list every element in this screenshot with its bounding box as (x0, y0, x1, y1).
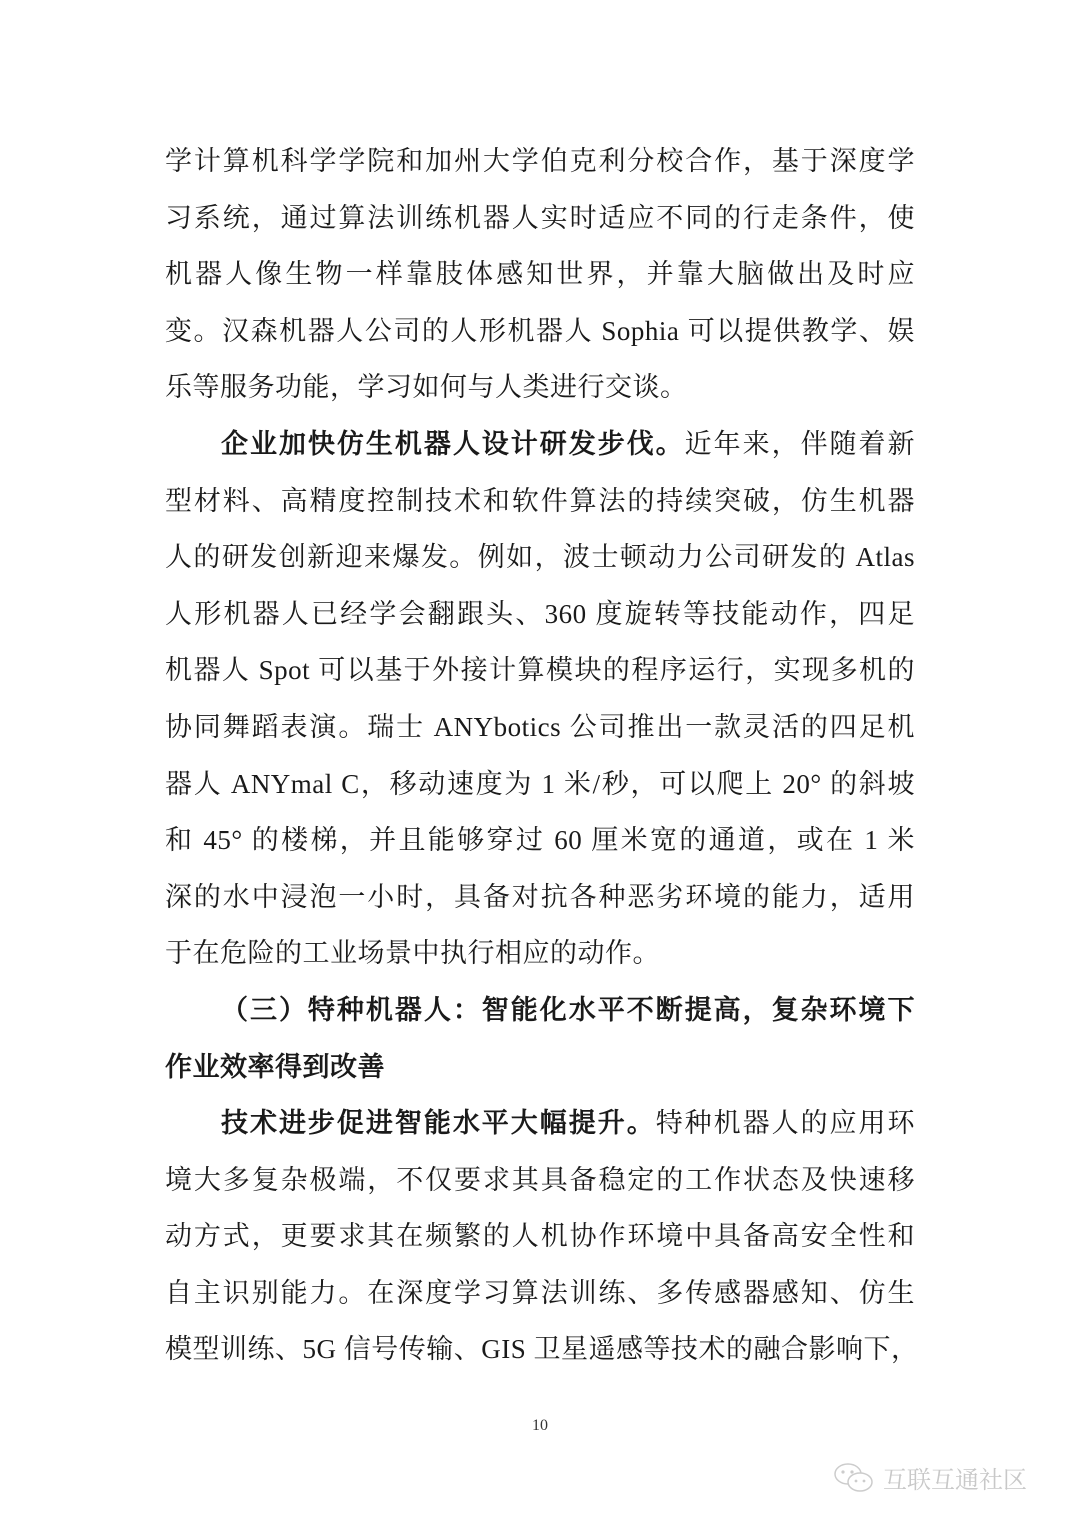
line-text: 人的研发创新迎来爆发。例如，波士顿动力公司研发的 Atlas (165, 542, 915, 573)
line-text: 协同舞蹈表演。瑞士 ANYbotics 公司推出一款灵活的四足机 (165, 711, 915, 742)
bold-heading-text: 技术进步促进智能水平大幅提升。 (221, 1108, 656, 1139)
line-text: 动方式，更要求其在频繁的人机协作环境中具备高安全性和 (165, 1221, 915, 1252)
text-line (165, 1095, 915, 1152)
line-text: 学计算机科学学院和加州大学伯克利分校合作，基于深度学 (165, 146, 915, 176)
text-line (165, 1208, 915, 1265)
line-text: 机器人 Spot 可以基于外接计算模块的程序运行，实现多机的 (165, 655, 915, 686)
bold-heading-text: 企业加快仿生机器人设计研发步伐。 (221, 428, 685, 459)
text-line (165, 190, 915, 247)
text-line (165, 586, 915, 643)
text-line (165, 1321, 919, 1378)
line-text: 型材料、高精度控制技术和软件算法的持续突破，仿生机器 (165, 485, 915, 516)
bold-heading-text: （三）特种机器人：智能化水平不断提高，复杂环境下 (221, 994, 915, 1025)
line-text: 深的水中浸泡一小时，具备对抗各种恶劣环境的能力，适用 (165, 881, 915, 912)
watermark (833, 1460, 1027, 1495)
text-line (165, 473, 915, 530)
line-text: 乐等服务功能，学习如何与人类进行交谈。 (165, 372, 688, 403)
text-line (165, 416, 915, 473)
line-text: 特种机器人的应用环 (655, 1108, 916, 1139)
text-line (165, 529, 915, 586)
text-line (165, 756, 915, 813)
text-line (165, 359, 915, 416)
wechat-icon (833, 1461, 875, 1495)
text-line (165, 303, 915, 360)
bold-heading-text: 作业效率得到改善 (165, 1051, 385, 1082)
text-line (165, 1265, 915, 1322)
line-text: 近年来，伴随着新 (684, 428, 916, 459)
text-line (165, 1152, 915, 1209)
text-line (165, 1039, 915, 1096)
page-number: 10 (532, 1417, 548, 1434)
text-line (165, 812, 915, 869)
line-text: 器人 ANYmal C，移动速度为 1 米/秒，可以爬上 20° 的斜坡 (165, 768, 915, 799)
line-text: 自主识别能力。在深度学习算法训练、多传感器感知、仿生 (165, 1277, 915, 1308)
line-text: 习系统，通过算法训练机器人实时适应不同的行走条件，使 (165, 202, 915, 233)
text-line (165, 869, 915, 926)
text-line (165, 246, 915, 303)
line-text: 模型训练、5G 信号传输、GIS 卫星遥感等技术的融合影响下， (165, 1334, 919, 1365)
text-line (165, 982, 915, 1039)
text-line (165, 133, 915, 190)
line-text: 和 45° 的楼梯，并且能够穿过 60 厘米宽的通道，或在 1 米 (165, 825, 915, 856)
watermark-text: 互联互通社区 (883, 1466, 1027, 1494)
line-text: 变。汉森机器人公司的人形机器人 Sophia 可以提供教学、娱 (165, 315, 915, 346)
text-line (165, 925, 915, 982)
text-line (165, 642, 915, 699)
body-text (165, 133, 919, 1378)
line-text: 机器人像生物一样靠肢体感知世界，并靠大脑做出及时应 (165, 259, 915, 290)
line-text: 境大多复杂极端，不仅要求其具备稳定的工作状态及快速移 (165, 1164, 915, 1195)
text-line (165, 699, 915, 756)
line-text: 于在危险的工业场景中执行相应的动作。 (165, 938, 660, 969)
line-text: 人形机器人已经学会翻跟头、360 度旋转等技能动作，四足 (165, 598, 915, 629)
